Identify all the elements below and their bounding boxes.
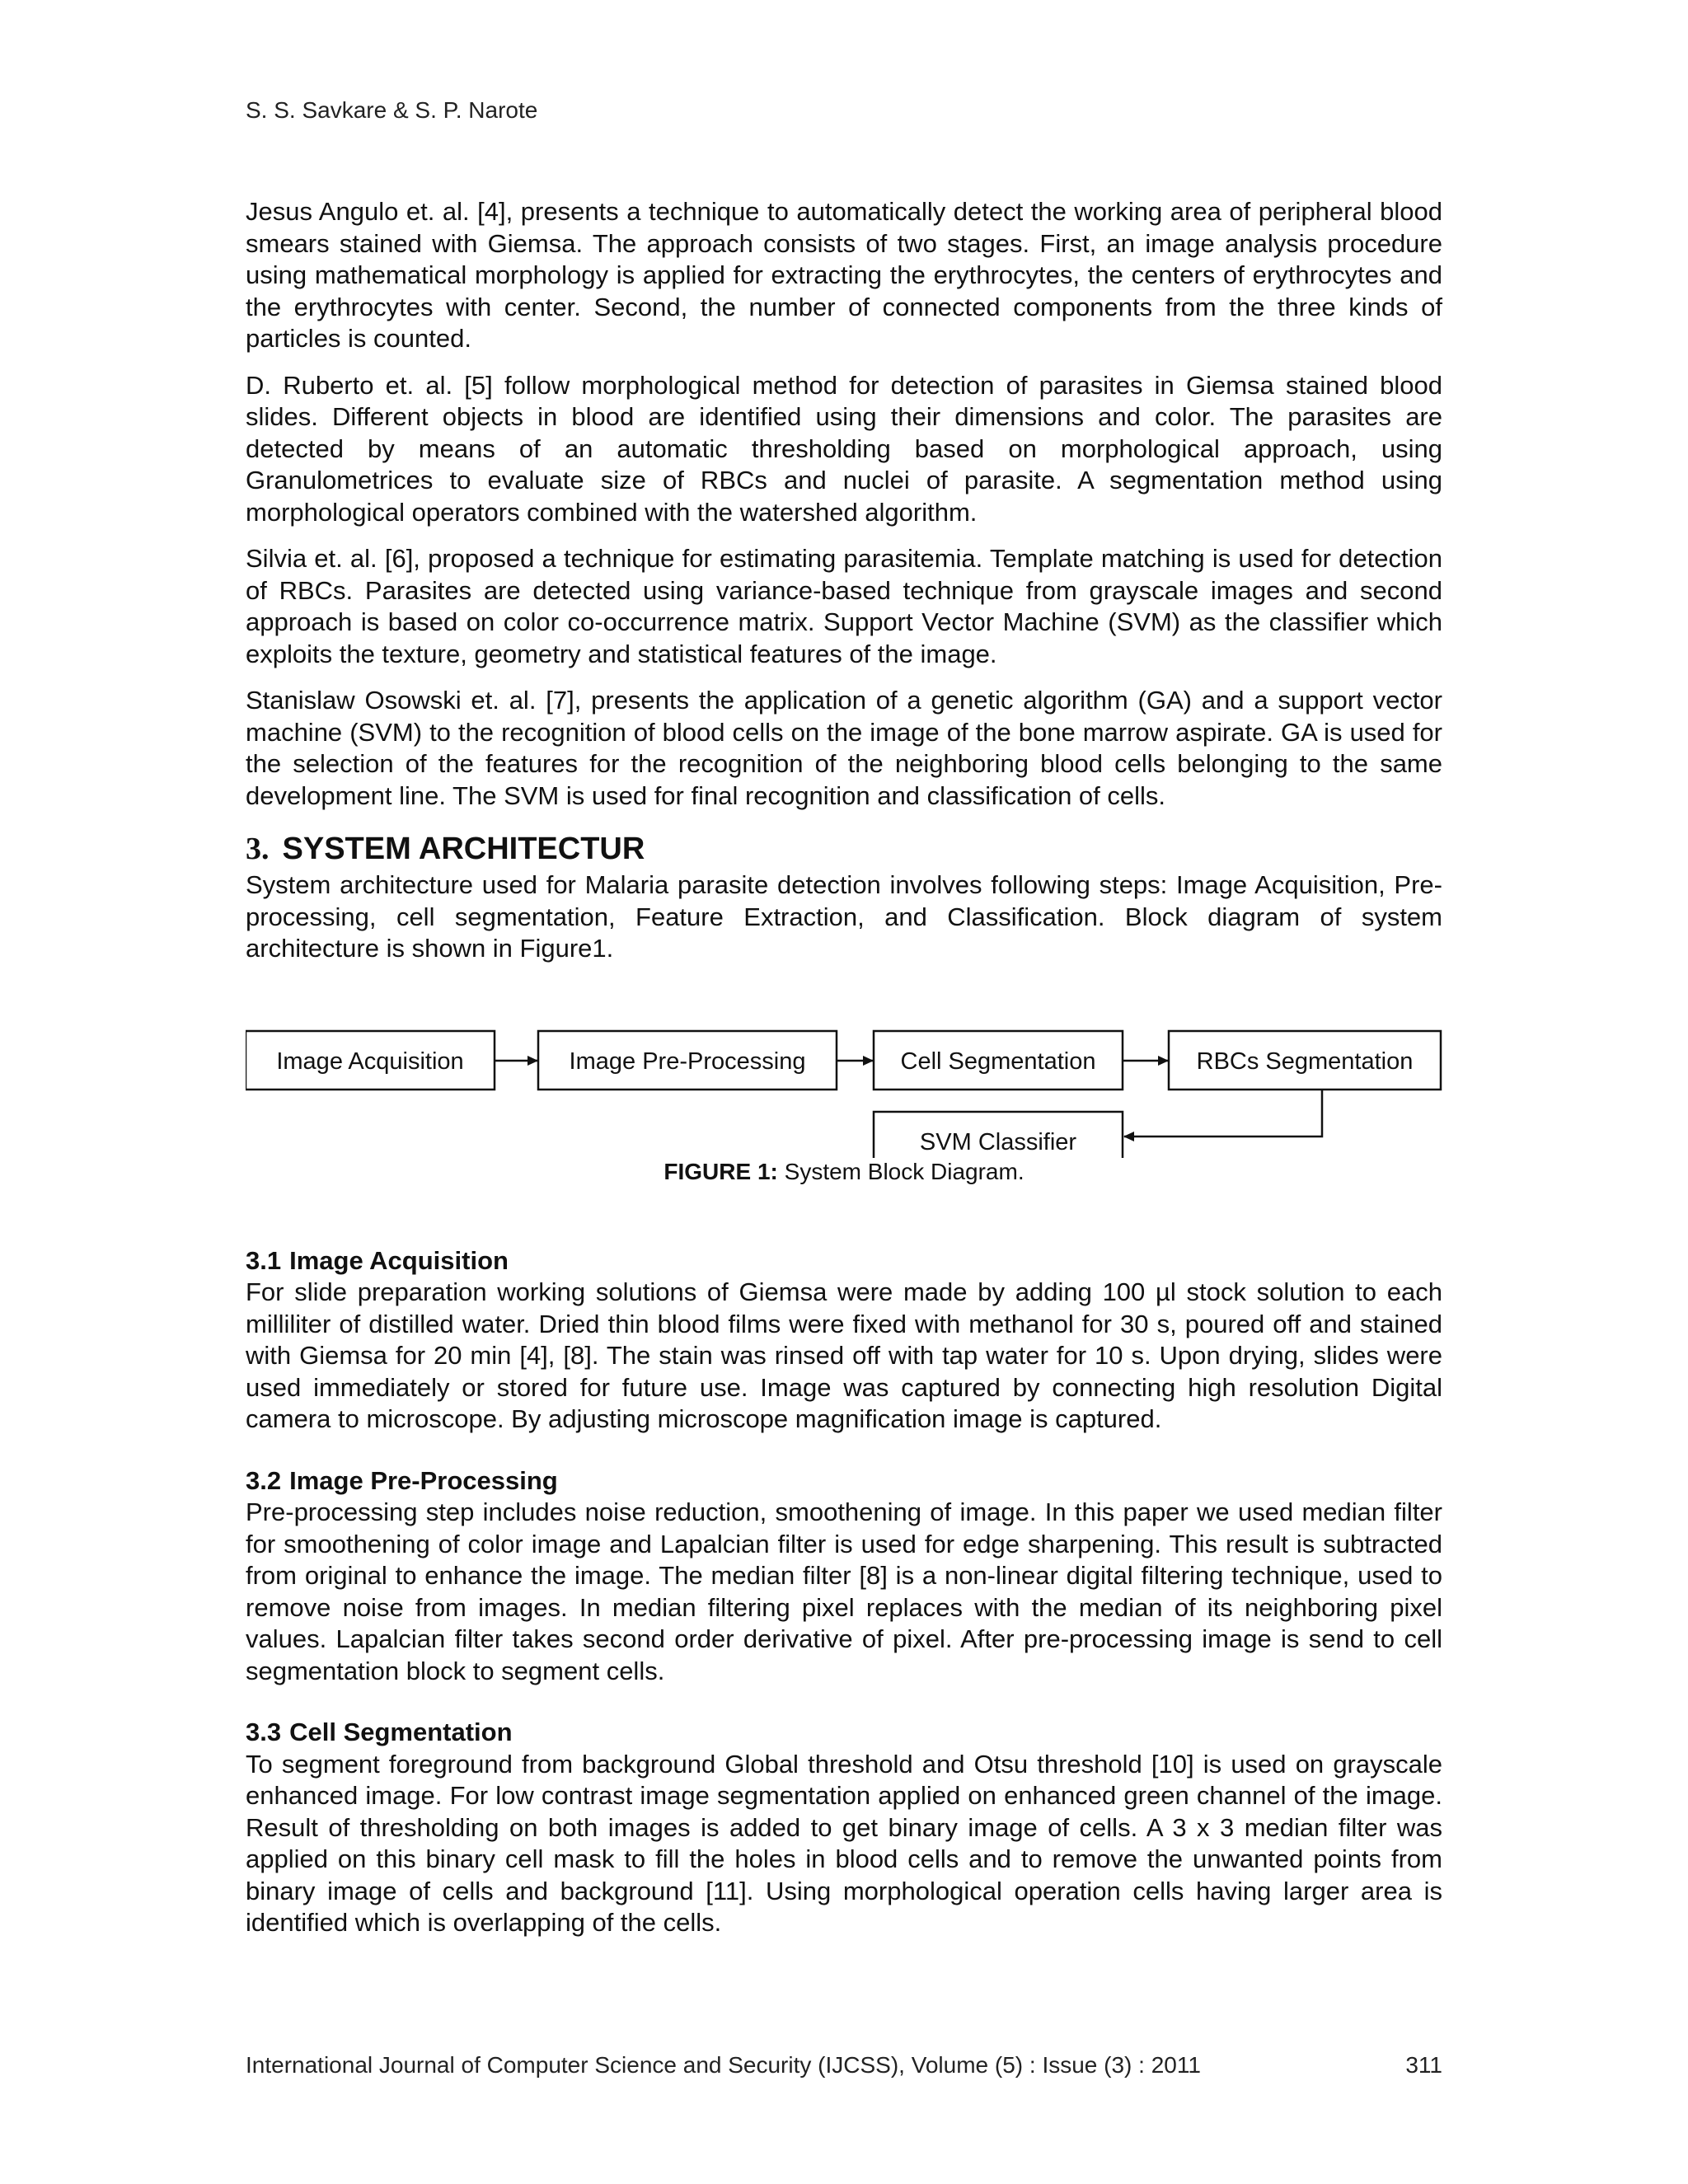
subsection-3-2-number: 3.2 [246,1465,282,1495]
box-cell-segmentation-label: Cell Segmentation [900,1047,1096,1075]
section-3-title: SYSTEM ARCHITECTUR [282,832,645,866]
section-3-number: 3. [246,832,270,866]
section-3-intro: System architecture used for Malaria parasite detection involves following steps: Image Acquisition, Pre-processing, cell segmentation, Feature Extraction, and Classification. Block diagram of system architecture is shown in Figure1. [246,870,1442,963]
subsection-3-1-heading [246,1245,1442,1277]
box-image-acquisition [246,1031,495,1090]
subsection-3-2-heading [246,1465,1442,1497]
subsection-3-3-heading [246,1717,1442,1749]
subsection-3-2-title: Image Pre-Processing [289,1465,558,1495]
box-image-preprocessing-label: Image Pre-Processing [569,1047,806,1075]
running-header-authors: S. S. Savkare & S. P. Narote [246,97,538,123]
section-3-heading [246,830,1442,868]
page-number: 311 [1405,2052,1442,2078]
box-svm-classifier-label: SVM Classifier [919,1128,1077,1155]
page-footer [246,2052,1442,2079]
figure-1-caption-label: FIGURE 1: [663,1158,778,1184]
box-svm-classifier [874,1112,1123,1158]
figure-1-caption-text: System Block Diagram. [777,1158,1025,1184]
paragraph-angulo: Jesus Angulo et. al. [4], presents a technique to automatically detect the working area of peripheral blood smears stained with Giemsa. The approach consists of two stages. First, an image analysis procedure using mathematical morphology is applied for extracting the erythrocytes, the centers of erythrocytes and the erythrocytes with center. Second, the number of connected components from the three kinds of particles is counted. [246,197,1442,353]
box-image-preprocessing [538,1031,837,1090]
figure-1-caption [246,1156,1442,1188]
box-image-acquisition-label: Image Acquisition [276,1047,464,1075]
subsection-3-1-text: For slide preparation working solutions of Giemsa were made by adding 100 µl stock solution to each milliliter of distilled water. Dried thin blood films were fixed with methanol for 30 s, poured off and stained with Giemsa for 20 min [4], [8]. The stain was rinsed off with tap water for 10 s. Upon drying, slides were used immediately or stored for future use. Image was captured by connecting high resolution Digital camera to microscope. By adjusting microscope magnification image is captured. [246,1277,1442,1433]
paragraph-ruberto: D. Ruberto et. al. [5] follow morphological method for detection of parasites in Giemsa stained blood slides. Different objects in blood are identified using their dimensions and color. The parasites are detected by means of an automatic thresholding based on morphological approach, using Granulometrices to evaluate size of RBCs and nuclei of parasite. A segmentation method using morphological operators combined with the watershed algorithm. [246,370,1442,527]
subsection-3-3-number: 3.3 [246,1718,282,1746]
subsection-3-3-text: To segment foreground from background Global threshold and Otsu threshold [10] is used on grayscale enhanced image. For low contrast image segmentation applied on enhanced green channel of the image. Result of thresholding on both images is added to get binary image of cells. A 3 x 3 median filter was applied on this binary cell mask to fill the holes in blood cells and to remove the unwanted points from binary image of cells and background [11]. Using morphological operation cells having larger area is identified which is overlapping of the cells. [246,1749,1442,1937]
subsection-3-3-title: Cell Segmentation [289,1718,513,1746]
subsection-3-1-number: 3.1 [246,1245,282,1275]
figure-1-block-diagram [246,1001,1442,1216]
subsection-3-2-text: Pre-processing step includes noise reduction, smoothening of image. In this paper we used median filter for smoothening of color image and Lapalcian filter is used for edge sharpening. This result is subtracted from original to enhance the image. The median filter [8] is a non-linear digital filtering technique, used to remove noise from images. In median filtering pixel replaces with the median of its neighboring pixel values. Lapalcian filter takes second order derivative of pixel. After pre-processing image is send to cell segmentation block to segment cells. [246,1497,1442,1685]
box-cell-segmentation [874,1031,1123,1090]
paragraph-silvia: Silvia et. al. [6], proposed a technique for estimating parasitemia. Template matching is used for detection of RBCs. Parasites are detected using variance-based technique from grayscale images and second approach is based on color co-occurrence matrix. Support Vector Machine (SVM) as the classifier which exploits the texture, geometry and statistical features of the image. [246,544,1442,668]
paragraph-osowski: Stanislaw Osowski et. al. [7], presents the application of a genetic algorithm (GA) and a support vector machine (SVM) to the recognition of blood cells on the image of the bone marrow aspirate. GA is used for the selection of the features for the recognition of the neighboring blood cells belonging to the same development line. The SVM is used for final recognition and classification of cells. [246,686,1442,810]
body-text [246,196,1442,1954]
box-rbcs-segmentation [1169,1031,1441,1090]
subsection-3-1-title: Image Acquisition [289,1245,509,1275]
footer-journal: International Journal of Computer Science and Security (IJCSS), Volume (5) : Issue (3) : 2011 [246,2052,1201,2078]
block-diagram-svg [246,1001,1442,1158]
box-rbcs-segmentation-label: RBCs Segmentation [1196,1047,1414,1075]
arrow-rbcseg-to-svm [1124,1090,1322,1137]
